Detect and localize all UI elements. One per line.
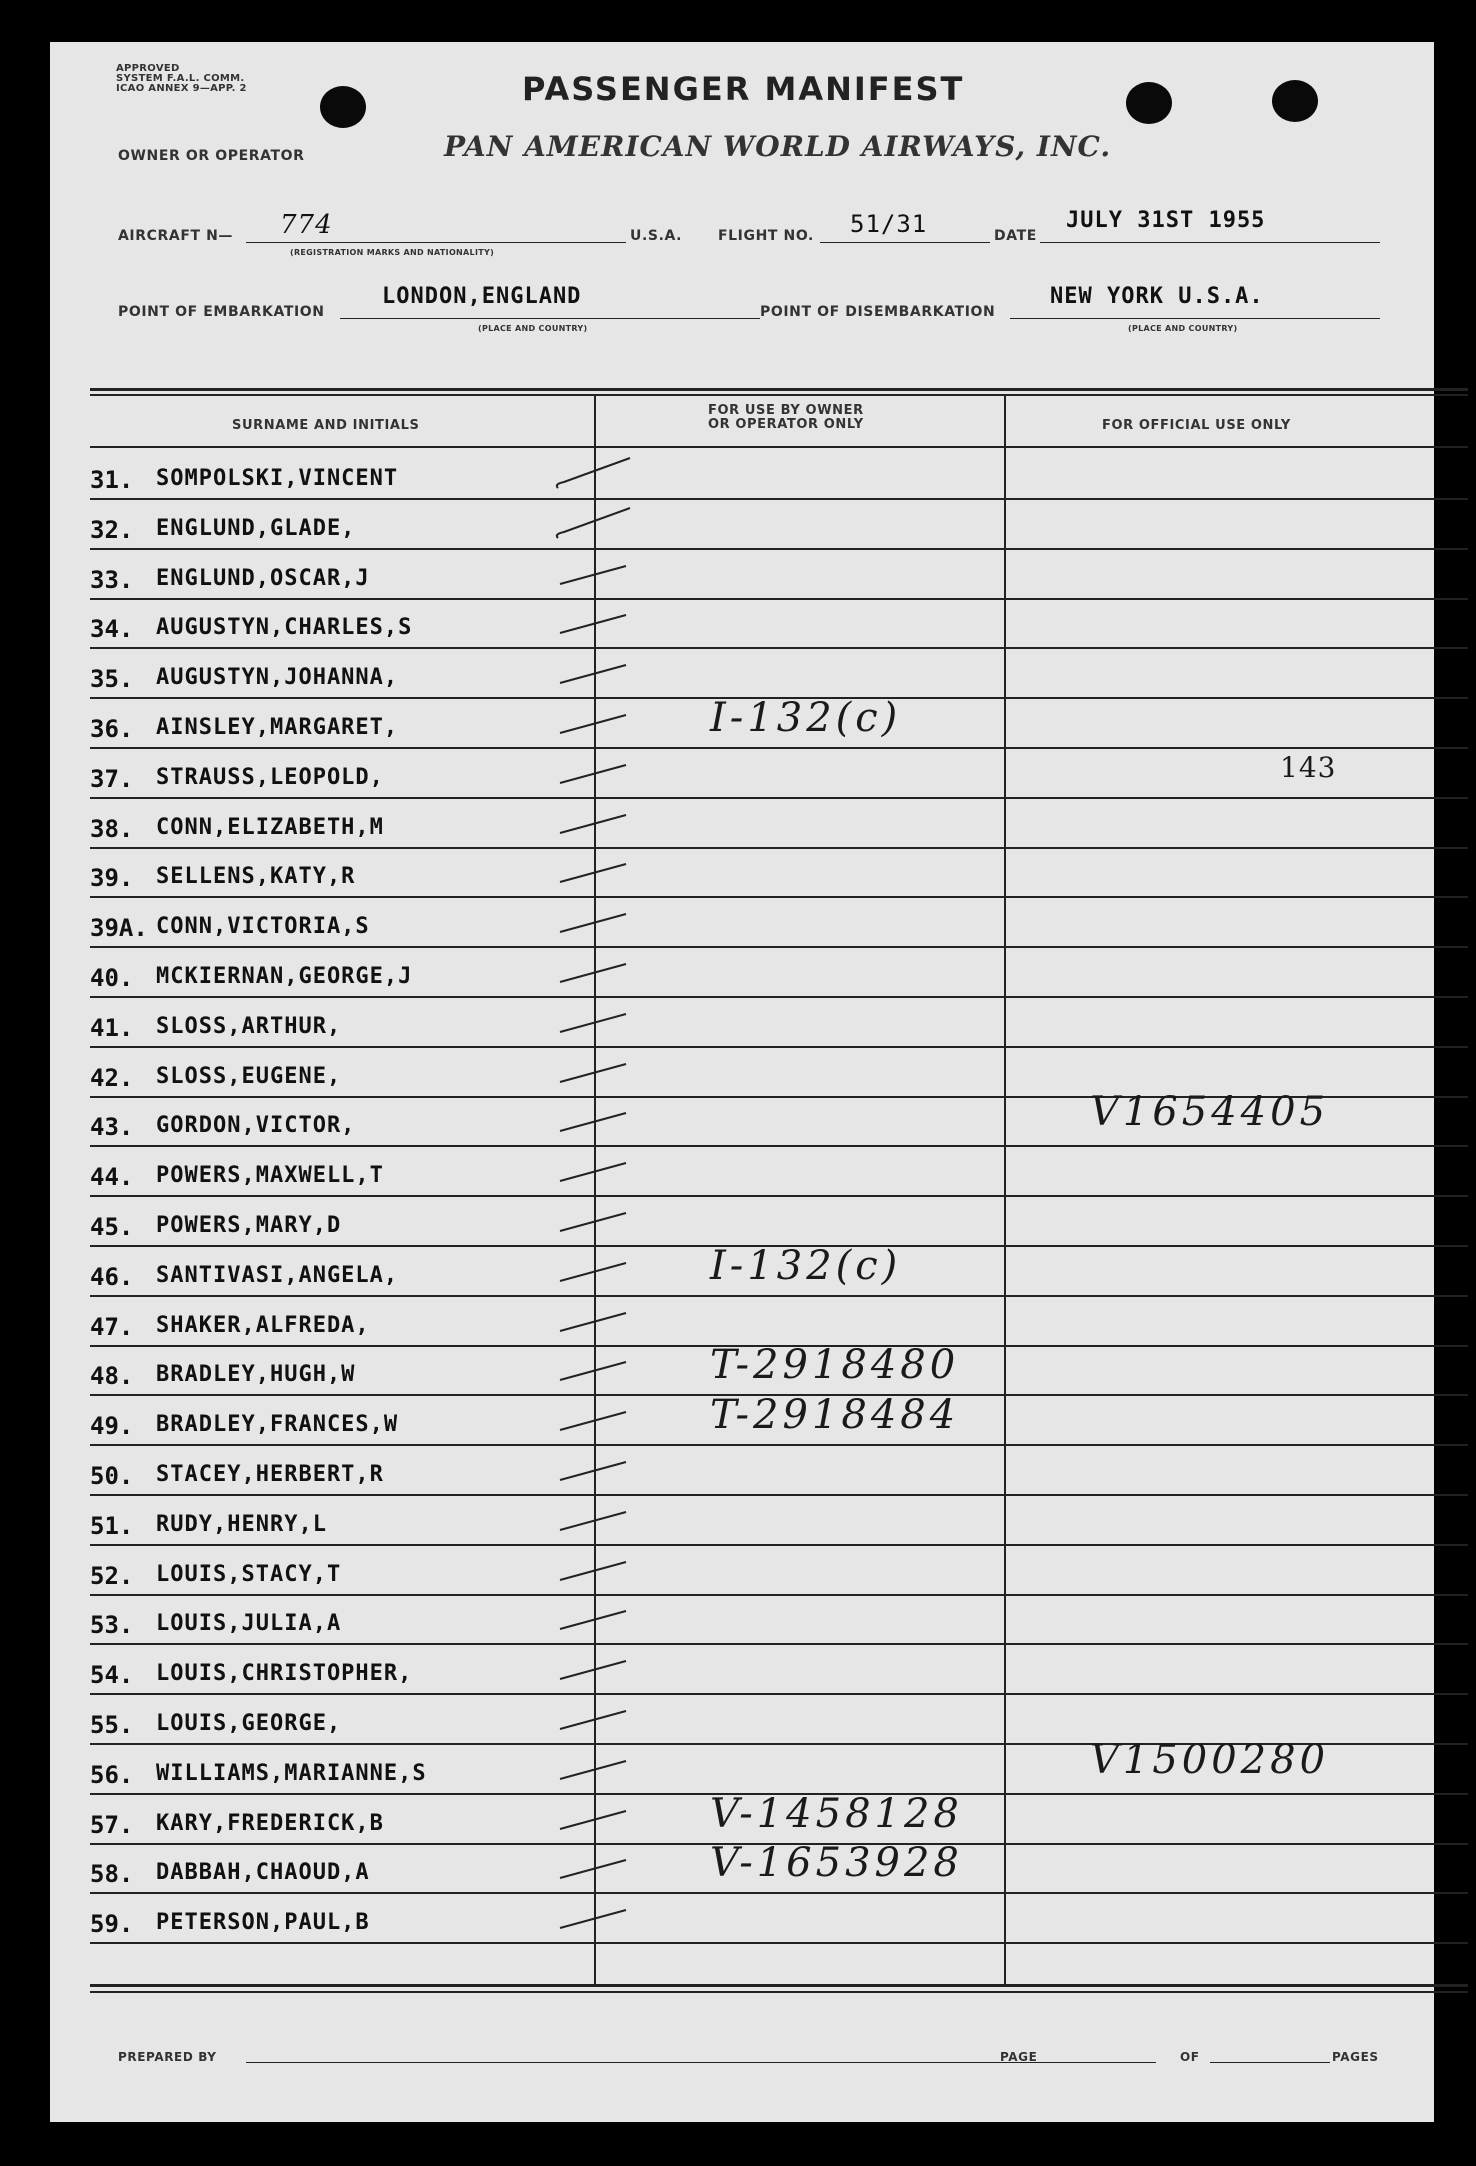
punch-hole-left [320,86,366,128]
owner-annotation: V-1653928 [710,1840,963,1886]
passenger-number: 32. [90,516,134,544]
official-annotation: 143 [1280,751,1337,784]
owner-header-line: OR OPERATOR ONLY [708,417,864,432]
table-row [90,1548,1470,1598]
check-mark-icon [550,1301,640,1341]
passenger-number: 49. [90,1412,134,1440]
prepared-by-label: PREPARED BY [118,2050,217,2064]
official-annotation: V1500280 [1090,1737,1330,1783]
check-mark-icon [550,454,640,494]
check-mark-icon [550,1550,640,1590]
passenger-name: RUDY,HENRY,L [156,1512,327,1537]
page-label: PAGE [1000,2050,1038,2064]
passenger-number: 48. [90,1362,134,1390]
table-top-rule [90,388,1468,391]
passenger-name: PETERSON,PAUL,B [156,1910,370,1935]
passenger-name: WILLIAMS,MARIANNE,S [156,1761,427,1786]
row-rule [90,1145,1468,1147]
passenger-number: 39A. [90,914,148,942]
passenger-name: MCKIERNAN,GEORGE,J [156,964,413,989]
table-row [90,850,1470,900]
table-row [90,552,1470,602]
row-rule [90,548,1468,550]
check-mark-icon [550,753,640,793]
table-row [90,452,1470,502]
passenger-name: SOMPOLSKI,VINCENT [156,466,399,491]
passenger-name: SANTIVASI,ANGELA, [156,1263,399,1288]
check-mark-icon [550,1649,640,1689]
table-row [90,1243,1470,1299]
passenger-number: 52. [90,1562,134,1590]
table-row [90,751,1470,801]
passenger-number: 38. [90,815,134,843]
aircraft-label: AIRCRAFT N— [118,228,234,244]
date-value: JULY 31ST 1955 [1066,208,1266,233]
row-rule [90,498,1468,500]
approval-stamp [116,64,247,94]
passenger-number: 56. [90,1761,134,1789]
passenger-name: GORDON,VICTOR, [156,1113,356,1138]
passenger-name: STACEY,HERBERT,R [156,1462,384,1487]
registration-caption: (REGISTRATION MARKS AND NATIONALITY) [290,248,495,257]
check-mark-icon [550,1799,640,1839]
passenger-name: POWERS,MAXWELL,T [156,1163,384,1188]
table-row [90,1840,1470,1896]
passenger-number: 31. [90,466,134,494]
column-header-official: FOR OFFICIAL USE ONLY [1102,418,1291,433]
check-mark-icon [550,603,640,643]
passenger-name: BRADLEY,HUGH,W [156,1362,356,1387]
passenger-name: AINSLEY,MARGARET, [156,715,399,740]
passenger-name: LOUIS,STACY,T [156,1562,342,1587]
passenger-name: LOUIS,JULIA,A [156,1611,342,1636]
passenger-name: LOUIS,CHRISTOPHER, [156,1661,413,1686]
approval-line: SYSTEM F.A.L. COMM. [116,73,245,84]
check-mark-icon [550,952,640,992]
row-rule [90,1594,1468,1596]
disembark-caption: (PLACE AND COUNTRY) [1128,324,1238,333]
passenger-number: 59. [90,1910,134,1938]
passenger-name: DABBAH,CHAOUD,A [156,1860,370,1885]
table-row [90,1737,1470,1797]
passenger-number: 40. [90,964,134,992]
of-label: OF [1180,2050,1200,2064]
embark-value: LONDON,ENGLAND [382,284,582,309]
table-row [90,900,1470,950]
check-mark-icon [550,1400,640,1440]
row-rule [90,797,1468,799]
passenger-name: STRAUSS,LEOPOLD, [156,765,384,790]
passenger-name: LOUIS,GEORGE, [156,1711,342,1736]
row-rule [90,647,1468,649]
row-rule [90,946,1468,948]
passenger-number: 58. [90,1860,134,1888]
flight-label: FLIGHT NO. [718,228,814,244]
table-bottom-rule [90,1984,1468,1987]
check-mark-icon [550,1699,640,1739]
table-row [90,695,1470,751]
table-row [90,801,1470,851]
date-label: DATE [994,228,1037,244]
check-mark-icon [550,902,640,942]
column-header-owner [708,404,864,432]
passenger-number: 46. [90,1263,134,1291]
passenger-name: AUGUSTYN,CHARLES,S [156,615,413,640]
usa-label: U.S.A. [630,228,683,244]
passenger-number: 54. [90,1661,134,1689]
row-rule [90,1295,1468,1297]
column-header-surname: SURNAME AND INITIALS [232,418,420,433]
page-title: PASSENGER MANIFEST [522,70,965,108]
table-row [90,1597,1470,1647]
passenger-number: 50. [90,1462,134,1490]
approval-line: ICAO ANNEX 9—APP. 2 [116,83,247,94]
pages-label: PAGES [1332,2050,1379,2064]
passenger-name: SLOSS,ARTHUR, [156,1014,342,1039]
aircraft-value: 774 [280,210,333,240]
passenger-name: ENGLUND,GLADE, [156,516,356,541]
check-mark-icon [550,1350,640,1390]
check-mark-icon [550,1898,640,1938]
check-mark-icon [550,852,640,892]
row-rule [90,1942,1468,1944]
passenger-name: KARY,FREDERICK,B [156,1811,384,1836]
check-mark-icon [550,703,640,743]
embark-label: POINT OF EMBARKATION [118,304,325,320]
table-row [90,1089,1470,1149]
owner-annotation: T-2918480 [710,1342,960,1388]
passenger-number: 37. [90,765,134,793]
table-row [90,1448,1470,1498]
manifest-page [50,42,1434,2122]
punch-hole-right [1272,80,1318,122]
passenger-number: 43. [90,1113,134,1141]
table-row [90,1000,1470,1050]
row-rule [90,1046,1468,1048]
approval-line: APPROVED [116,63,180,74]
check-mark-icon [550,1251,640,1291]
punch-hole-center [1126,82,1172,124]
check-mark-icon [550,1201,640,1241]
passenger-name: AUGUSTYN,JOHANNA, [156,665,399,690]
disembark-value: NEW YORK U.S.A. [1050,284,1264,309]
flight-value: 51/31 [850,210,928,238]
check-mark-icon [550,554,640,594]
check-mark-icon [550,1450,640,1490]
passenger-number: 44. [90,1163,134,1191]
passenger-number: 51. [90,1512,134,1540]
passenger-name: CONN,VICTORIA,S [156,914,370,939]
passenger-name: POWERS,MARY,D [156,1213,342,1238]
row-rule [90,1693,1468,1695]
check-mark-icon [550,1848,640,1888]
passenger-number: 35. [90,665,134,693]
check-mark-icon [550,1151,640,1191]
passenger-name: SLOSS,EUGENE, [156,1064,342,1089]
table-row [90,1647,1470,1697]
check-mark-icon [550,1599,640,1639]
table-row [90,1342,1470,1398]
passenger-name: ENGLUND,OSCAR,J [156,566,370,591]
row-rule [90,1892,1468,1894]
owner-annotation: T-2918484 [710,1392,960,1438]
row-rule [90,1643,1468,1645]
check-mark-icon [550,1052,640,1092]
table-row [90,950,1470,1000]
table-row [90,502,1470,552]
row-rule [90,598,1468,600]
passenger-number: 41. [90,1014,134,1042]
table-row [90,1896,1470,1946]
check-mark-icon [550,1002,640,1042]
owner-annotation: I-132(c) [710,695,902,741]
owner-header-line: FOR USE BY OWNER [708,403,864,418]
check-mark-icon [550,803,640,843]
row-rule [90,1544,1468,1546]
passenger-name: SELLENS,KATY,R [156,864,356,889]
check-mark-icon [550,1500,640,1540]
passenger-number: 42. [90,1064,134,1092]
passenger-number: 34. [90,615,134,643]
passenger-number: 53. [90,1611,134,1639]
disembark-label: POINT OF DISEMBARKATION [760,304,996,320]
passenger-name: SHAKER,ALFREDA, [156,1313,370,1338]
row-rule [90,847,1468,849]
row-rule [90,1444,1468,1446]
table-row [90,651,1470,701]
owner-annotation: V-1458128 [710,1791,963,1837]
passenger-number: 45. [90,1213,134,1241]
passenger-number: 55. [90,1711,134,1739]
embark-caption: (PLACE AND COUNTRY) [478,324,588,333]
table-row [90,1149,1470,1199]
header-rule [90,446,1468,448]
row-rule [90,996,1468,998]
passenger-name: CONN,ELIZABETH,M [156,815,384,840]
airline-name: PAN AMERICAN WORLD AIRWAYS, INC. [444,130,1112,163]
passenger-name: BRADLEY,FRANCES,W [156,1412,399,1437]
table-row [90,1199,1470,1249]
row-rule [90,1494,1468,1496]
passenger-number: 36. [90,715,134,743]
check-mark-icon [550,1101,640,1141]
passenger-number: 39. [90,864,134,892]
table-row [90,1498,1470,1548]
owner-annotation: I-132(c) [710,1243,902,1289]
owner-label: OWNER OR OPERATOR [118,148,305,164]
passenger-number: 47. [90,1313,134,1341]
row-rule [90,1195,1468,1197]
table-row [90,601,1470,651]
check-mark-icon [550,653,640,693]
passenger-number: 33. [90,566,134,594]
passenger-number: 57. [90,1811,134,1839]
row-rule [90,896,1468,898]
check-mark-icon [550,1749,640,1789]
official-annotation: V1654405 [1090,1089,1330,1135]
check-mark-icon [550,504,640,544]
table-row [90,1392,1470,1448]
row-rule [90,747,1468,749]
